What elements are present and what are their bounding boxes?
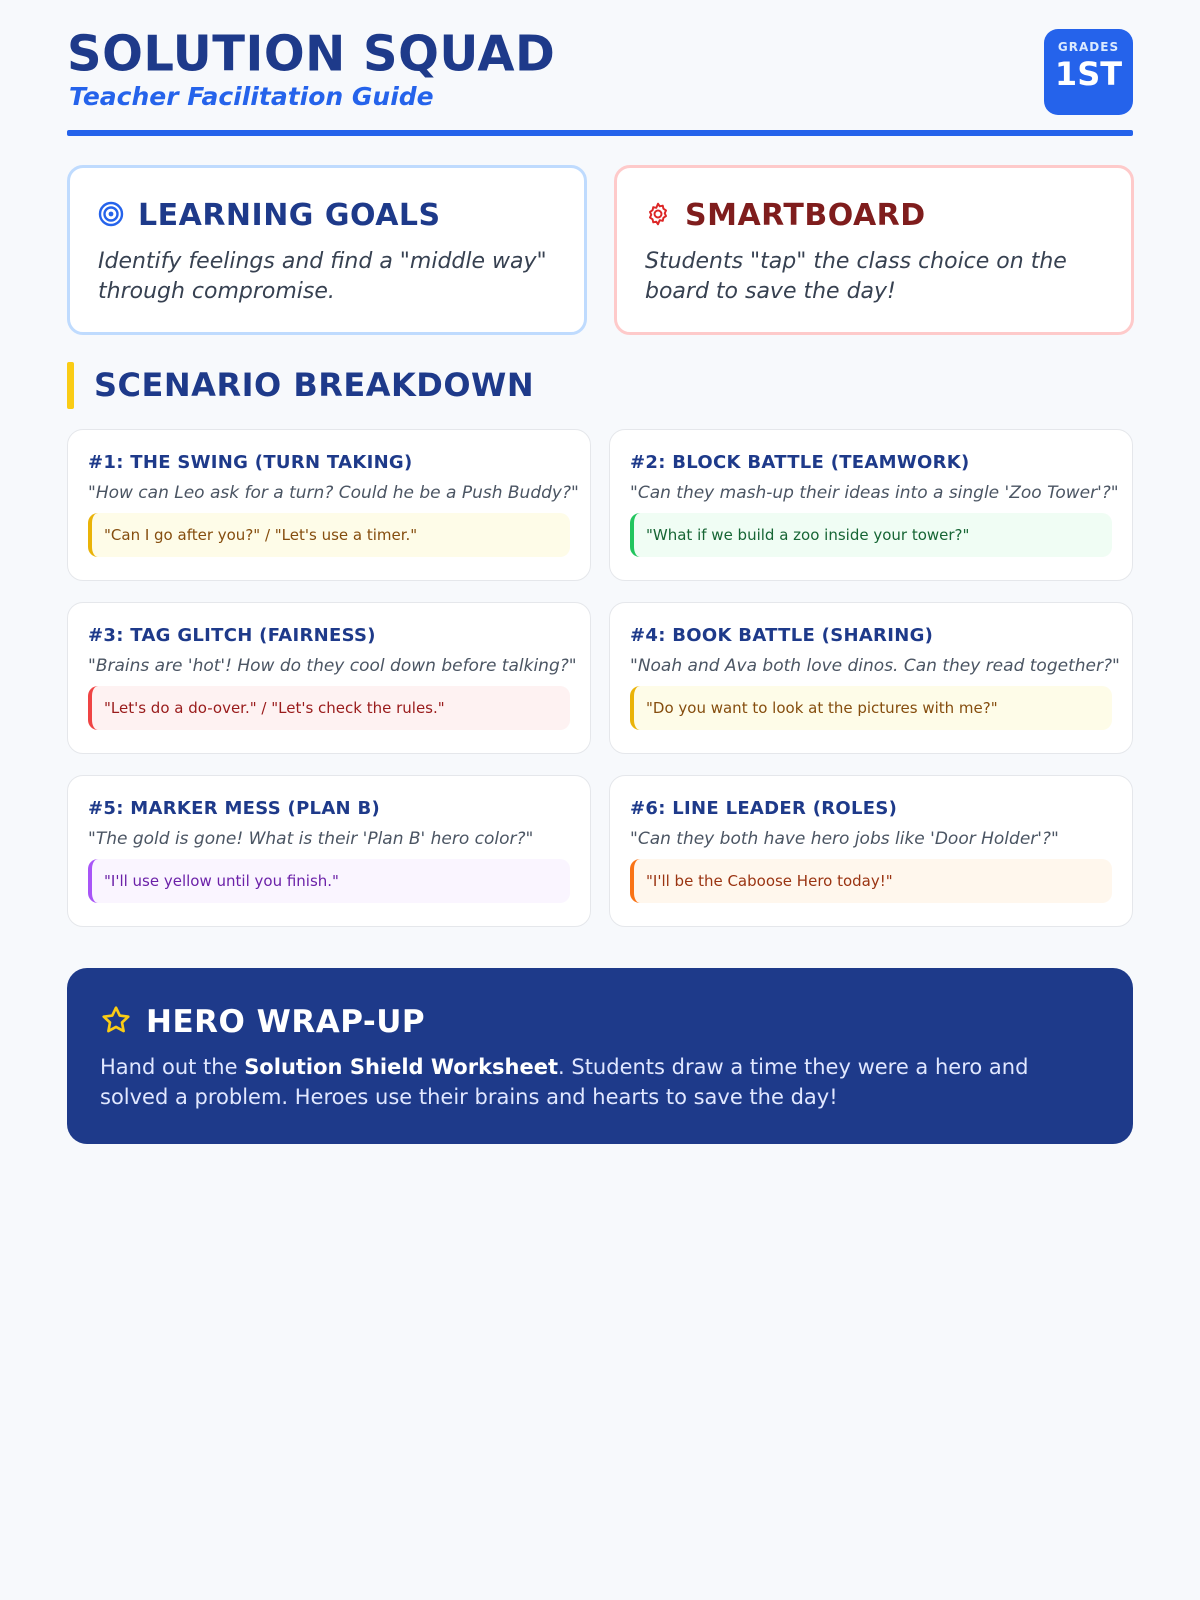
section-accent-bar	[67, 362, 74, 409]
scenario-card	[609, 429, 1133, 581]
scenario-title: #3: TAG GLITCH (FAIRNESS)	[88, 625, 376, 646]
learning-goals-text: Identify feelings and find a "middle way" through compromise.	[98, 249, 547, 305]
target-icon	[98, 201, 124, 231]
scenario-card	[67, 429, 591, 581]
grade-value: 1ST	[1054, 55, 1123, 93]
scenario-title: #5: MARKER MESS (PLAN B)	[88, 798, 381, 819]
grade-badge	[1044, 29, 1133, 115]
scenario-question: "Noah and Ava both love dinos. Can they read together?"	[630, 656, 1120, 676]
hero-wrap-up-card	[67, 968, 1133, 1144]
wrap-up-title: HERO WRAP-UP	[146, 1004, 426, 1040]
header-divider	[67, 130, 1133, 136]
scenario-question: "Can they mash-up their ideas into a single 'Zoo Tower'?"	[630, 483, 1119, 503]
grade-label: GRADES	[1057, 40, 1120, 54]
smartboard-title: SMARTBOARD	[685, 198, 926, 233]
gear-icon	[645, 201, 671, 231]
wrap-up-text-end: . Students draw a time they were a hero and solved a problem. Heroes use their brains and hearts to save the day!	[100, 1055, 1029, 1110]
scenario-question: "Brains are 'hot'! How do they cool down before talking?"	[88, 656, 577, 676]
scenario-card	[609, 602, 1133, 754]
scenario-question: "How can Leo ask for a turn? Could he be a Push Buddy?"	[88, 483, 579, 503]
scenario-title: #6: LINE LEADER (ROLES)	[630, 798, 898, 819]
scenario-tip: "I'll be the Caboose Hero today!"	[630, 859, 1112, 903]
scenario-card	[609, 775, 1133, 927]
header	[67, 26, 1133, 132]
scenario-question: "The gold is gone! What is their 'Plan B' hero color?"	[88, 829, 534, 849]
smartboard-card	[614, 165, 1134, 335]
wrap-up-text-start: Hand out the	[100, 1055, 245, 1079]
scenario-tip: "Can I go after you?" / "Let's use a timer."	[88, 513, 570, 557]
section-heading	[67, 361, 534, 409]
worksheet-name: Solution Shield Worksheet	[244, 1055, 559, 1079]
scenario-title: #4: BOOK BATTLE (SHARING)	[630, 625, 934, 646]
page-title: SOLUTION SQUAD	[67, 25, 556, 83]
scenario-tip: "I'll use yellow until you finish."	[88, 859, 570, 903]
guide-page	[67, 25, 1133, 1110]
learning-goals-title: LEARNING GOALS	[138, 198, 441, 233]
learning-goals-card	[67, 165, 587, 335]
scenario-card	[67, 775, 591, 927]
wrap-up-text	[100, 1052, 1100, 1113]
scenario-title: #2: BLOCK BATTLE (TEAMWORK)	[630, 452, 970, 473]
smartboard-text: Students "tap" the class choice on the board to save the day!	[645, 249, 1067, 305]
scenario-tip: "Let's do a do-over." / "Let's check the rules."	[88, 686, 570, 730]
scenario-question: "Can they both have hero jobs like 'Door Holder'?"	[630, 829, 1059, 849]
section-title: SCENARIO BREAKDOWN	[94, 366, 535, 404]
page-subtitle: Teacher Facilitation Guide	[69, 82, 434, 111]
scenario-title: #1: THE SWING (TURN TAKING)	[88, 452, 413, 473]
scenario-tip: "Do you want to look at the pictures with me?"	[630, 686, 1112, 730]
scenario-card	[67, 602, 591, 754]
star-icon	[100, 1004, 132, 1040]
info-cards	[67, 165, 1133, 335]
scenario-tip: "What if we build a zoo inside your tower?"	[630, 513, 1112, 557]
